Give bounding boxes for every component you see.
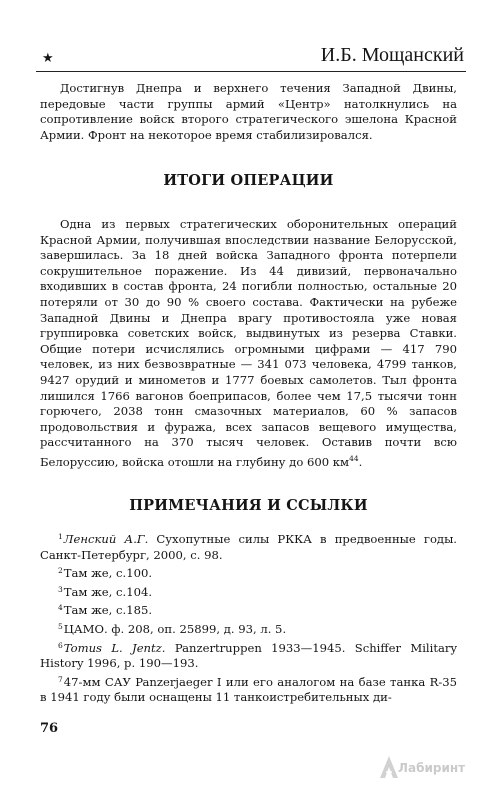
note-number: 2 [58, 566, 63, 576]
note-item [40, 619, 457, 638]
note-text: Сухопутные силы РККА в предвоенные годы. Санкт-Петербург, 2000, с. 98. [40, 532, 457, 562]
note-text: Panzertruppen 1933—1945. Schiffer Military History 1996, p. 190—193. [40, 640, 458, 671]
note-number: 1 [58, 532, 63, 541]
results-section [40, 217, 457, 471]
note-item [40, 672, 457, 706]
note-text: Там же, с.104. [63, 584, 153, 599]
note-item [40, 563, 457, 582]
note-text: ЦАМО. ф. 208, оп. 25899, д. 93, л. 5. [63, 621, 287, 636]
note-number: 4 [58, 603, 63, 613]
note-item [40, 582, 457, 601]
note-number: 7 [58, 674, 63, 684]
note-item [40, 529, 457, 563]
note-number: 6 [58, 640, 63, 650]
note-number: 5 [58, 621, 63, 631]
page-number: 76 [40, 721, 59, 736]
note-item [40, 600, 457, 619]
note-item [40, 638, 457, 672]
star-icon: ★ [42, 51, 54, 66]
section-heading-notes: ПРИМЕЧАНИЯ И ССЫЛКИ [129, 497, 368, 514]
footnote-reference[interactable]: 44 [349, 453, 359, 463]
publisher-watermark [378, 755, 474, 781]
intro-paragraph: Достигнув Днепра и верхнего течения Западной Двины, передовые части группы армий «Центр» натолкнулись на сопротивление войск второго стратегического эшелона Красной Армии. Фронт на некоторое время стабилизировался. [40, 81, 457, 142]
note-author: Tomus L. Jentz. [63, 640, 166, 655]
results-paragraph-text: Одна из первых стратегических оборонительных операций Красной Армии, получившая впоследствии название Белорусской, завершилась. За 18 дней войска Западного фронта потерпели сокрушительное поражение. Из 44 дивизий, первоначально входивших в состав фронта, 24 погибли полностью, остальные 20 потеряли от 30 до 90 % своего состава. Фактически на рубеже Западной Двины и Днепра врагу противостояла уже новая группировка советских войск, выдвинутых из резерва Ставки. Общие потери исчислялись огромными цифрами — 417 790 человек, из них безвозвратные — 341 073 человека, 4799 танков, 9427 орудий и минометов и 1777 боевых самолетов. Тыл фронта лишился 1766 вагонов боеприпасов, более чем 17,5 тысячи тонн горючего, 2038 тонн смазочных материалов, 60 % запасов продовольствия и фуража, всех запасов вещевого имущества, рассчитанного на 370 тысяч человек. Оставив почти всю Белоруссию, войска отошли на глубину до 600 км [40, 217, 457, 469]
running-header-author: И.Б. Мощанский [320, 44, 464, 66]
watermark-text: Лабиринт [398, 761, 466, 775]
running-header [36, 38, 466, 72]
notes-list [40, 529, 457, 706]
results-paragraph [40, 217, 457, 471]
results-paragraph-end: . [358, 454, 363, 469]
note-text: 47-мм САУ Panzerjaeger I или его аналогом на базе танка R-35 в 1941 году были оснащены 11 танкоистребительных ди- [40, 674, 457, 705]
note-number: 3 [58, 584, 63, 594]
note-text: Там же, с.185. [63, 603, 153, 618]
labyrinth-logo-icon [378, 755, 400, 779]
intro-section [40, 81, 457, 143]
note-author: Ленский А.Г. [63, 532, 149, 546]
section-heading-results: ИТОГИ ОПЕРАЦИИ [163, 172, 334, 189]
note-text: Там же, с.100. [63, 566, 153, 581]
header-rule [36, 71, 466, 72]
